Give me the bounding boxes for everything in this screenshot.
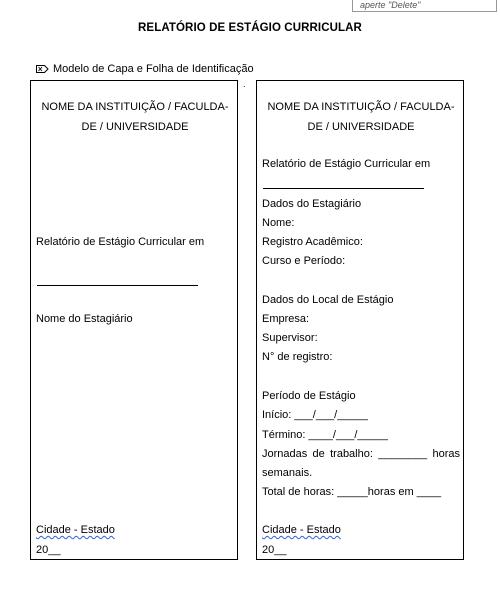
institution-line-1: NOME DA INSTITUIÇÃO / FACULDA- — [267, 101, 455, 113]
year: 20__ — [36, 544, 61, 556]
report-field-rule — [37, 285, 198, 286]
institution-name — [265, 97, 457, 137]
supervisor-label: Supervisor: — [262, 332, 318, 344]
report-field-rule — [263, 188, 424, 189]
city-state — [36, 523, 115, 537]
cover-page-panel — [30, 80, 238, 560]
year: 20__ — [262, 544, 287, 556]
total-hours-label: Total de horas: _____horas em ____ — [262, 486, 442, 498]
identification-sheet-panel — [256, 80, 464, 560]
start-date-label: Início: ___/___/_____ — [262, 409, 368, 421]
city-state-text: Cidade - Estado — [36, 524, 115, 536]
company-label: Empresa: — [262, 313, 310, 325]
pencil-pointer-icon — [36, 64, 49, 74]
institution-name — [39, 97, 231, 137]
end-date-label: Término: ____/___/_____ — [262, 429, 388, 441]
trainee-name-label: Nome do Estagiário — [36, 313, 133, 325]
internship-site-heading: Dados do Local de Estágio — [262, 294, 394, 306]
trainee-data-heading: Dados do Estagiário — [262, 198, 362, 210]
course-period-label: Curso e Período: — [262, 255, 346, 267]
document-title: RELATÓRIO DE ESTÁGIO CURRICULAR — [138, 22, 362, 34]
stray-mark: . — [243, 79, 246, 89]
trainee-name-label: Nome: — [262, 217, 295, 229]
report-label: Relatório de Estágio Curricular em — [262, 158, 431, 170]
delete-hint-box — [352, 0, 497, 12]
city-state-text: Cidade - Estado — [262, 524, 341, 536]
institution-line-2: DE / UNIVERSIDADE — [307, 121, 415, 133]
workday-hours-line-2: semanais. — [262, 467, 313, 479]
institution-line-2: DE / UNIVERSIDADE — [81, 121, 189, 133]
subtitle — [36, 62, 254, 76]
workday-hours-line-1: Jornadas de trabalho: ________ horas — [262, 448, 460, 460]
institution-line-1: NOME DA INSTITUIÇÃO / FACULDA- — [41, 101, 229, 113]
delete-hint-text: aperte "Delete" — [360, 0, 421, 10]
internship-period-heading: Período de Estágio — [262, 390, 356, 402]
city-state — [262, 523, 341, 537]
report-label: Relatório de Estágio Curricular em — [36, 236, 205, 248]
academic-registration-label: Registro Acadêmico: — [262, 236, 363, 248]
subtitle-text: Modelo de Capa e Folha de Identificação — [53, 63, 254, 75]
registry-number-label: N° de registro: — [262, 351, 333, 363]
